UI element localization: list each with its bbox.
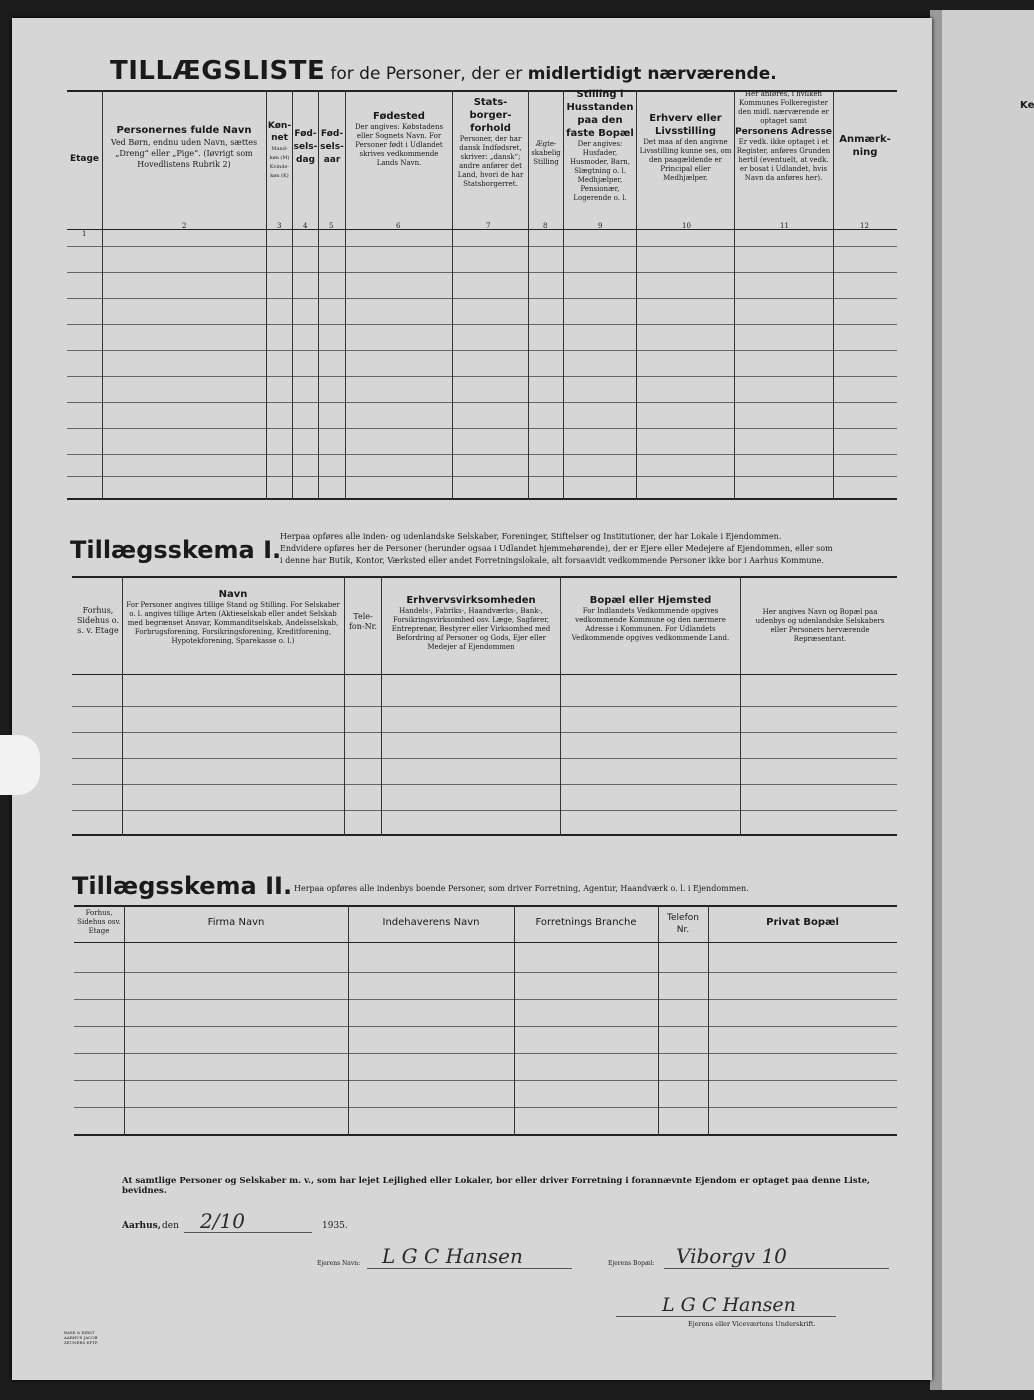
colnum: 9 [598,222,603,230]
page-title: TILLÆGSLISTE for de Personer, der er midlertidigt nærværende. [110,56,777,86]
header-etage: Etage [69,154,100,164]
header-adresse: Her anføres, i hvilken Kommunes Folkeregister den midl. nærværende er optaget samt Personens Adresse Er vedk. ikke optaget i et Register, anføres Grunden hertil (eventuelt, at vedk. er bosat i Udlandet, hvis Navn da anføres her). [735,90,832,182]
colnum: 5 [329,222,334,230]
header-statsborger: Stats-borger-forhold Personer, der har dansk Indfødsret, skriver: „dansk“; andre anfører det Land, hvori de har Statsborgerret. [457,97,524,188]
owner-address-label: Ejerens Bopæl: [608,1260,655,1267]
skema1-col-repr: Her angives Navn og Bopæl paa udenbys og udenlandske Selskabers eller Personers herværende Repræsentant. [755,608,885,643]
skema2-col-indehaver: Indehaverens Navn [382,917,480,928]
colnum: 11 [780,222,789,230]
colnum: 7 [486,222,491,230]
skema2-col-bopael: Privat Bopæl [766,917,839,928]
skema2-col-branche: Forretnings Branche [535,917,637,928]
skema2-col-firma: Firma Navn [207,917,265,928]
declaration-text: At samtlige Personer og Selskaber m. v., som har lejet Lejlighed eller Lokaler, bor eller driver Forretning i forannævnte Ejendom er optaget paa denne Liste, bevidnes. [122,1176,870,1196]
header-aegteskab: Ægte-skabelig Stilling [531,140,561,166]
binding-tab [0,735,40,795]
colnum: 10 [682,222,691,230]
colnum: 3 [277,222,282,230]
header-koen: Køn-net Mand-køn (M) Kvinde-køn (K) [267,121,292,179]
colnum: 1 [82,230,87,238]
skema1-title: Tillægsskema I. [70,536,282,564]
skema1-col-navn: Navn For Personer angives tillige Stand og Stilling. For Selskaber o. l. angives tillige Arten (Aktieselskab eller andet Selskab med begrænset Ansvar, Kommanditselskab, Andelsselskab, Forbrugsforening, Forsikringsforening, Kreditforening, Hypotekforening, Sparekasse o. l.) [126,589,340,645]
skema1-col-telefon: Tele-fon-Nr. [348,612,378,631]
colnum: 4 [303,222,308,230]
header-foedselsdag: Fød-sels-dag [293,129,318,165]
signature-handwritten: L G C Hansen [662,1294,796,1316]
skema1-col-bopael: Bopæl eller Hjemsted For Indlandets Vedkommende opgives vedkommende Kommune og den nærmere Adresse i Kommunen. For Udlandets Vedkommende opgives vedkommende Land. [571,595,730,642]
date-handwritten: 2/10 [200,1209,245,1233]
owner-address-handwritten: Viborgv 10 [676,1244,787,1268]
form-page [12,18,932,1380]
header-anmaerkning: Anmærk-ning [839,134,891,158]
skema2-title: Tillægsskema II. [72,872,293,900]
colnum: 2 [182,222,187,230]
skema2-col-telefon: Telefon Nr. [667,913,699,935]
header-navn: Personernes fulde Navn Ved Børn, endnu uden Navn, sættes „Dreng“ eller „Pige“. (Iøvrigt som Hovedlistens Rubrik 2) [110,125,258,169]
adjacent-page-fragment: Ke [1020,100,1034,111]
skema1-col-etage: Forhus, Sidehus o. s. v. Etage [76,606,120,635]
owner-name-label: Ejerens Navn: [317,1260,361,1267]
header-erhverv: Erhverv eller Livsstilling Det maa af den angivne Livsstilling kunne ses, om den paagældende er Principal eller Medhjælper. [639,113,732,182]
colnum: 8 [543,222,548,230]
header-stilling-husstand: Stilling i Husstanden paa den faste Bopæl Der angives: Husfader, Husmoder, Barn, Slægtning o. l. Medhjælper, Pensionær, Logerende o. l. [566,89,634,202]
skema2-col-etage: Forhus, Sidehus osv. Etage [77,909,121,935]
skema2-intro: Herpaa opføres alle indenbys boende Personer, som driver Forretning, Agentur, Haandværk o. l. i Ejendommen. [294,884,749,893]
skema1-col-erhverv: Erhvervsvirksomheden Handels-, Fabriks-, Haandværks-, Bank-, Forsikringsvirksomhed osv. Læge, Sagfører, Entreprenør, Bestyrer eller Virksomhed med Befordring af Personer og Gods, Ejer eller Medejer af Ejendommen [391,595,551,651]
printer-imprint: BASE & KIRST AARHUS JACOB ZEUNERS EFTF. [64,1330,99,1345]
adjacent-page [940,10,1034,1390]
header-foedselsaar: Fød-sels-aar [320,129,344,165]
den-label: den [162,1221,179,1231]
place-label: Aarhus, [122,1221,161,1231]
owner-name-handwritten: L G C Hansen [382,1244,523,1268]
colnum: 6 [396,222,401,230]
colnum: 12 [860,222,869,230]
year-label: 1935. [322,1221,348,1231]
header-foedested: Fødested Der angives: Købstadens eller Sognets Navn. For Personer født i Udlandet skrives vedkommende Lands Navn. [354,111,444,167]
signature-label: Ejerens eller Viceværtens Underskrift. [688,1320,816,1328]
skema1-intro: Herpaa opføres alle inden- og udenlandske Selskaber, Foreninger, Stiftelser og Institutioner, der har Lokale i Ejendommen. Endvidere opføres her de Personer (herunder ogsaa i Udlandet hjemmehørende), der er Ejere eller Medejere af Ejendommen, eller som i denne har Butik, Kontor, Værksted eller andet Forretningslokale, alt forsaavidt vedkommende Personer ikke bor i Aarhus Kommune. [280,532,833,565]
